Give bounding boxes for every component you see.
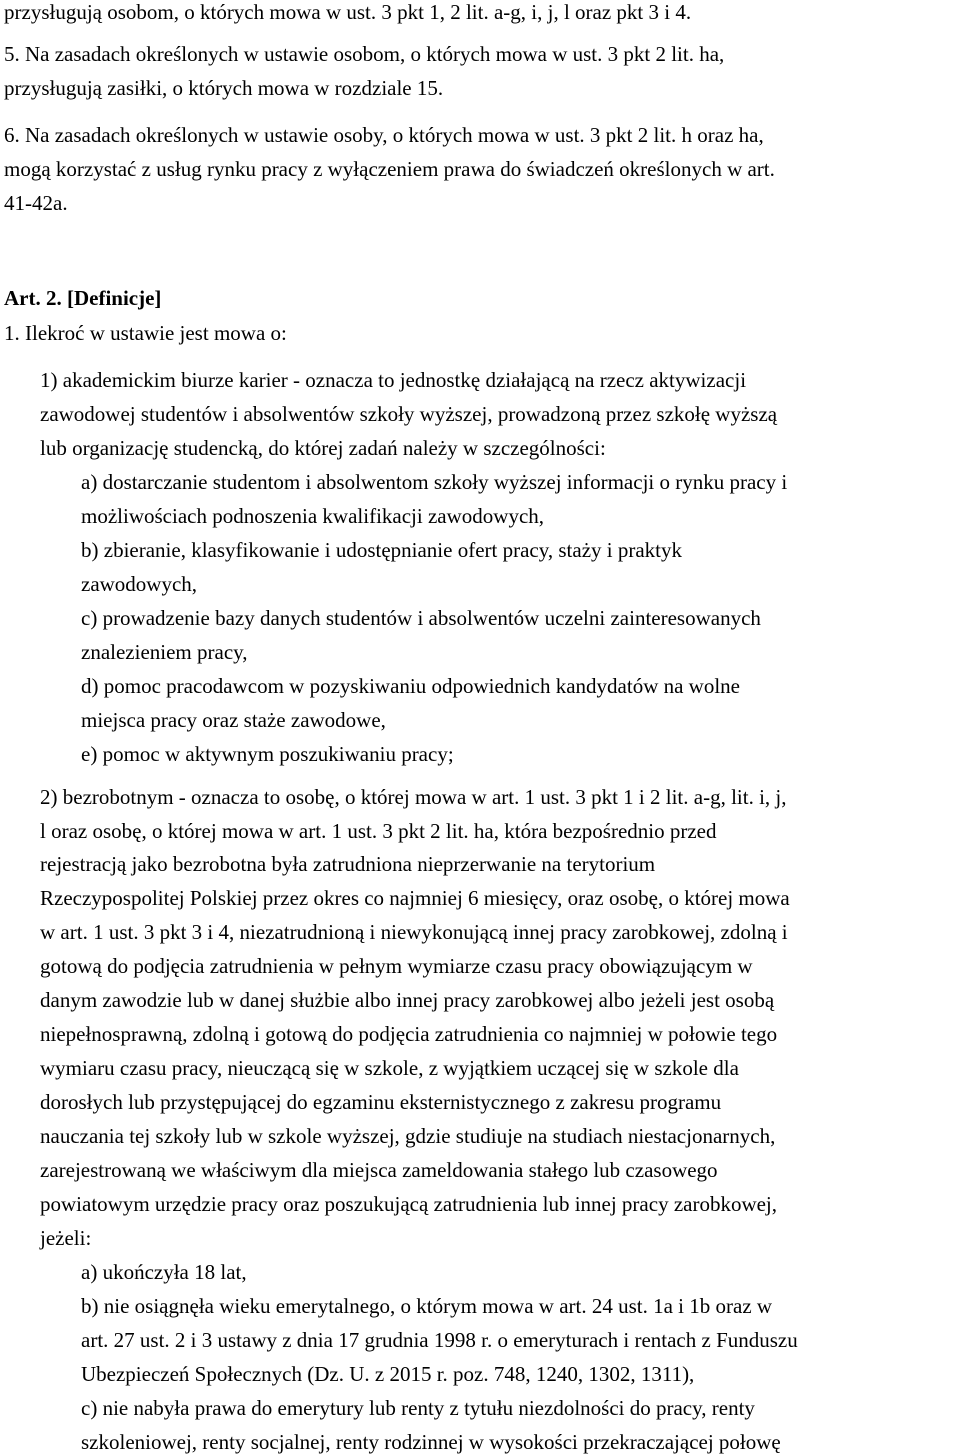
sub-item-line: b) zbieranie, klasyfikowanie i udostępnianie ofert pracy, staży i praktyk [81, 538, 683, 562]
definition-item-line: niepełnosprawną, zdolną i gotową do podjęcia zatrudnienia co najmniej w połowie tego [40, 1022, 778, 1046]
definition-item-line: gotową do podjęcia zatrudnienia w pełnym wymiarze czasu pracy obowiązującym w [40, 954, 753, 978]
text-line: 6. Na zasadach określonych w ustawie osoby, o których mowa w ust. 3 pkt 2 lit. h oraz ha, [4, 123, 764, 147]
text-line: mogą korzystać z usług rynku pracy z wyłączeniem prawa do świadczeń określonych w art. [4, 157, 775, 181]
definition-item-line: w art. 1 ust. 3 pkt 3 i 4, niezatrudnioną i niewykonującą innej pracy zarobkowej, zdolną i [40, 920, 788, 944]
sub-item-line: szkoleniowej, renty socjalnej, renty rodzinnej w wysokości przekraczającej połowę [81, 1430, 781, 1454]
definition-item-line: zawodowej studentów i absolwentów szkoły wyższej, prowadzoną przez szkołę wyższą [40, 402, 778, 426]
definition-item-line: Rzeczypospolitej Polskiej przez okres co najmniej 6 miesięcy, oraz osobę, o której mowa [40, 886, 790, 910]
article-heading: Art. 2. [Definicje] [4, 286, 162, 310]
definition-item-line: wymiaru czasu pracy, nieuczącą się w szkole, z wyjątkiem uczącej się w szkole dla [40, 1056, 739, 1080]
definition-item-line: l oraz osobę, o której mowa w art. 1 ust. 3 pkt 2 lit. ha, która bezpośrednio przed [40, 819, 717, 843]
sub-item-line: b) nie osiągnęła wieku emerytalnego, o którym mowa w art. 24 ust. 1a i 1b oraz w [81, 1294, 773, 1318]
definition-item-line: 2) bezrobotnym - oznacza to osobę, o której mowa w art. 1 ust. 3 pkt 1 i 2 lit. a-g, lit. i, j, [40, 785, 787, 809]
sub-item-line: miejsca pracy oraz staże zawodowe, [81, 708, 386, 732]
sub-item-line: możliwościach podnoszenia kwalifikacji zawodowych, [81, 504, 545, 528]
definition-item-line: dorosłych lub przystępującej do egzaminu eksternistycznego z zakresu programu [40, 1090, 722, 1114]
sub-item-line: a) ukończyła 18 lat, [81, 1260, 247, 1284]
text-line: 41-42a. [4, 191, 68, 215]
sub-item-line: Ubezpieczeń Społecznych (Dz. U. z 2015 r. poz. 748, 1240, 1302, 1311), [81, 1362, 695, 1386]
text-line: przysługują zasiłki, o których mowa w rozdziale 15. [4, 76, 444, 100]
definition-item-line: lub organizację studencką, do której zadań należy w szczególności: [40, 436, 606, 460]
definition-item-line: powiatowym urzędzie pracy oraz poszukującą zatrudnienia lub innej pracy zarobkowej, [40, 1192, 778, 1216]
sub-item-line: zawodowych, [81, 572, 198, 596]
text-line: 5. Na zasadach określonych w ustawie osobom, o których mowa w ust. 3 pkt 2 lit. ha, [4, 42, 725, 66]
text-line: przysługują osobom, o których mowa w ust. 3 pkt 1, 2 lit. a-g, i, j, l oraz pkt 3 i 4. [4, 0, 692, 24]
sub-item-line: e) pomoc w aktywnym poszukiwaniu pracy; [81, 742, 454, 766]
definition-item-line: 1) akademickim biurze karier - oznacza to jednostkę działającą na rzecz aktywizacji [40, 368, 747, 392]
definition-item-line: jeżeli: [40, 1226, 92, 1250]
sub-item-line: znalezieniem pracy, [81, 640, 248, 664]
sub-item-line: c) nie nabyła prawa do emerytury lub renty z tytułu niezdolności do pracy, renty [81, 1396, 755, 1420]
section-intro: 1. Ilekroć w ustawie jest mowa o: [4, 321, 287, 345]
sub-item-line: c) prowadzenie bazy danych studentów i absolwentów uczelni zainteresowanych [81, 606, 761, 630]
definition-item-line: danym zawodzie lub w danej służbie albo innej pracy zarobkowej albo jeżeli jest osobą [40, 988, 775, 1012]
definition-item-line: nauczania tej szkoły lub w szkole wyższej, gdzie studiuje na studiach niestacjonarnych, [40, 1124, 776, 1148]
definition-item-line: rejestracją jako bezrobotna była zatrudniona nieprzerwanie na terytorium [40, 852, 656, 876]
sub-item-line: d) pomoc pracodawcom w pozyskiwaniu odpowiednich kandydatów na wolne [81, 674, 740, 698]
sub-item-line: a) dostarczanie studentom i absolwentom szkoły wyższej informacji o rynku pracy i [81, 470, 788, 494]
definition-item-line: zarejestrowaną we właściwym dla miejsca zameldowania stałego lub czasowego [40, 1158, 718, 1182]
sub-item-line: art. 27 ust. 2 i 3 ustawy z dnia 17 grudnia 1998 r. o emeryturach i rentach z Funduszu [81, 1328, 798, 1352]
